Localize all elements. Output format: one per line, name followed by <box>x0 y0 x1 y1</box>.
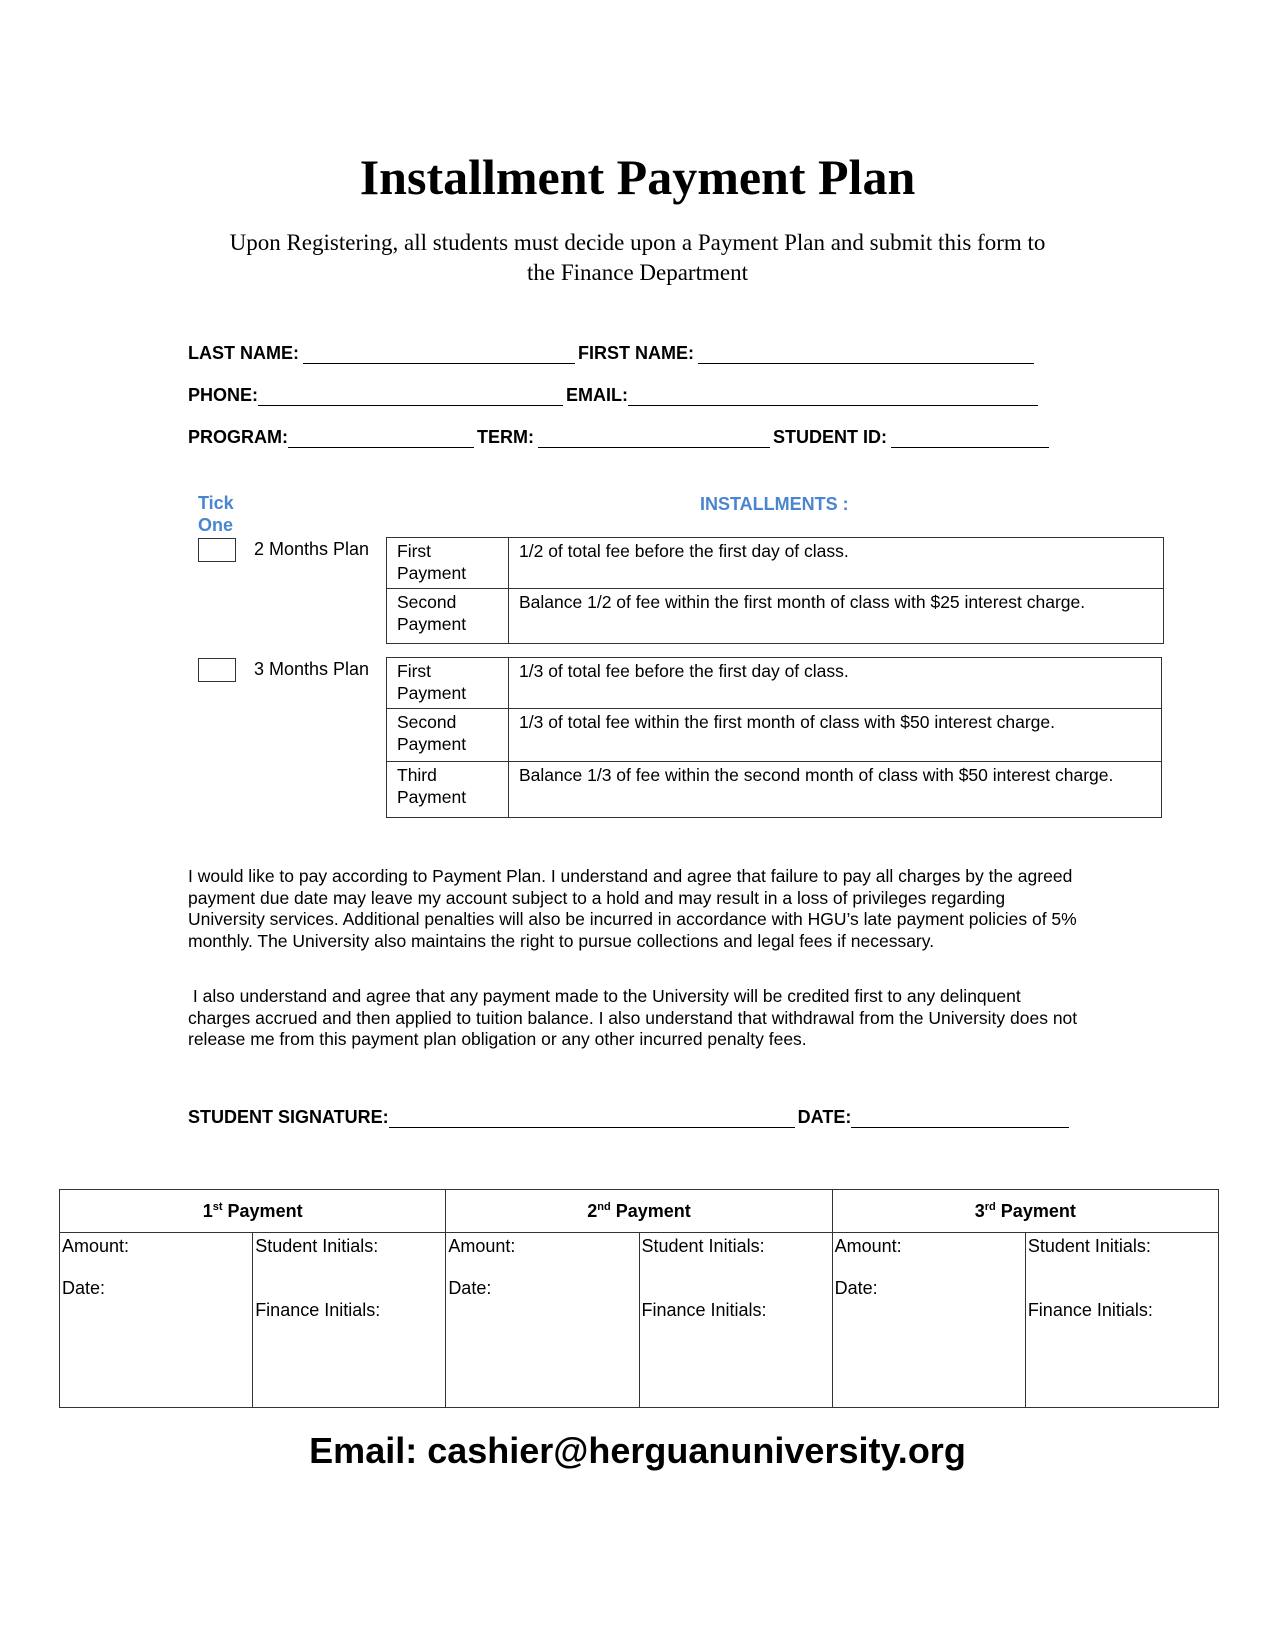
amount-label: Amount: <box>62 1236 130 1256</box>
amount-date-cell[interactable] <box>60 1233 253 1408</box>
amount-label: Amount: <box>448 1236 516 1256</box>
tick-line-1: Tick <box>198 493 234 513</box>
payment-name: First <box>397 661 432 681</box>
payment-name-cell <box>387 709 509 762</box>
payment-name-cell <box>387 658 509 709</box>
program-label: PROGRAM: <box>188 427 288 447</box>
student-id-label: STUDENT ID: <box>773 427 887 447</box>
second-payment-header: 2nd Payment <box>446 1190 832 1233</box>
amount-date-cell[interactable] <box>832 1233 1025 1408</box>
name-row <box>188 336 1088 364</box>
table-row <box>387 589 1164 644</box>
subtitle-line-2: the Finance Department <box>527 260 748 285</box>
first-name-label: FIRST NAME: <box>578 343 694 363</box>
email-label: EMAIL: <box>566 385 629 405</box>
finance-initials-label: Finance Initials: <box>1027 1300 1153 1320</box>
payment-name-cell <box>387 589 509 644</box>
table-row <box>387 709 1162 762</box>
phone-field[interactable] <box>258 385 563 406</box>
agreement-paragraph-2: I also understand and agree that any payment made to the University will be credited first to any delinquent charges accrued and then applied to tuition balance. I also understand that withdrawal from the University does not release me from this payment plan obligation or any other incurred penalty fees. <box>188 986 1083 1049</box>
student-id-field[interactable] <box>891 427 1049 448</box>
student-initials-label: Student Initials: <box>1027 1236 1151 1256</box>
table-row <box>60 1233 1219 1408</box>
two-months-plan-table <box>386 537 1164 644</box>
table-header-row <box>60 1190 1219 1233</box>
last-name-field[interactable] <box>303 343 575 364</box>
payment-name: Payment <box>397 563 467 583</box>
payment-desc-cell: 1/3 of total fee before the first day of class. <box>509 658 1162 709</box>
term-label: TERM: <box>477 427 534 447</box>
initials-cell[interactable] <box>639 1233 832 1408</box>
payment-name: Payment <box>397 614 467 634</box>
term-field[interactable] <box>538 427 770 448</box>
amount-label: Amount: <box>834 1236 902 1256</box>
contact-row <box>188 378 1088 406</box>
three-months-plan-label: 3 Months Plan <box>254 659 370 679</box>
date-label: Date: <box>62 1278 106 1298</box>
subtitle <box>190 228 1085 288</box>
two-months-plan-label: 2 Months Plan <box>254 539 370 559</box>
program-row <box>188 420 1088 448</box>
signature-row <box>188 1100 1088 1128</box>
finance-initials-label: Finance Initials: <box>641 1300 767 1320</box>
initials-cell[interactable] <box>1025 1233 1218 1408</box>
installments-header: INSTALLMENTS : <box>700 494 849 514</box>
initials-cell[interactable] <box>253 1233 446 1408</box>
subtitle-line-1: Upon Registering, all students must decide upon a Payment Plan and submit this form to <box>229 230 1046 255</box>
three-months-plan-checkbox[interactable] <box>198 658 236 682</box>
signature-label: STUDENT SIGNATURE: <box>188 1107 389 1127</box>
first-name-field[interactable] <box>698 343 1034 364</box>
tick-one-label <box>198 492 248 536</box>
payment-name-cell <box>387 762 509 818</box>
email-footer[interactable]: Email: cashier@herguanuniversity.org <box>309 1430 966 1471</box>
payment-record-table <box>59 1189 1219 1408</box>
phone-label: PHONE: <box>188 385 259 405</box>
date-label: DATE: <box>797 1107 852 1127</box>
table-row <box>387 762 1162 818</box>
payment-desc-cell: 1/3 of total fee within the first month of class with $50 interest charge. <box>509 709 1162 762</box>
student-initials-label: Student Initials: <box>255 1236 379 1256</box>
payment-name: Second <box>397 712 457 732</box>
finance-initials-label: Finance Initials: <box>255 1300 381 1320</box>
date-label: Date: <box>448 1278 492 1298</box>
table-row <box>387 538 1164 589</box>
date-field[interactable] <box>851 1107 1069 1128</box>
payment-desc-cell: Balance 1/3 of fee within the second month of class with $50 interest charge. <box>509 762 1162 818</box>
payment-desc-cell: 1/2 of total fee before the first day of class. <box>509 538 1164 589</box>
agreement-paragraph-1: I would like to pay according to Payment Plan. I understand and agree that failure to pay all charges by the agreed payment due date may leave my account subject to a hold and may result in a loss of privileges regarding University services. Additional penalties will also be incurred in accordance with HGU’s late payment policies of 5% monthly. The University also maintains the right to pursue collections and legal fees if necessary. <box>188 866 1077 951</box>
payment-desc-cell: Balance 1/2 of fee within the first month of class with $25 interest charge. <box>509 589 1164 644</box>
signature-field[interactable] <box>389 1107 795 1128</box>
third-payment-header: 3rd Payment <box>832 1190 1218 1233</box>
three-months-plan-table <box>386 657 1162 818</box>
date-label: Date: <box>834 1278 878 1298</box>
tick-line-2: One <box>198 515 234 535</box>
amount-date-cell[interactable] <box>446 1233 639 1408</box>
payment-name: First <box>397 541 432 561</box>
first-payment-header: 1st Payment <box>60 1190 446 1233</box>
last-name-label: LAST NAME: <box>188 343 299 363</box>
page-title: Installment Payment Plan <box>359 149 916 205</box>
payment-name: Third <box>397 765 437 785</box>
table-row <box>387 658 1162 709</box>
two-months-plan-checkbox[interactable] <box>198 538 236 562</box>
payment-name: Second <box>397 592 457 612</box>
payment-name-cell <box>387 538 509 589</box>
program-field[interactable] <box>288 427 474 448</box>
payment-name: Payment <box>397 734 467 754</box>
payment-name: Payment <box>397 683 467 703</box>
email-field[interactable] <box>628 385 1038 406</box>
student-initials-label: Student Initials: <box>641 1236 765 1256</box>
payment-name: Payment <box>397 787 467 807</box>
